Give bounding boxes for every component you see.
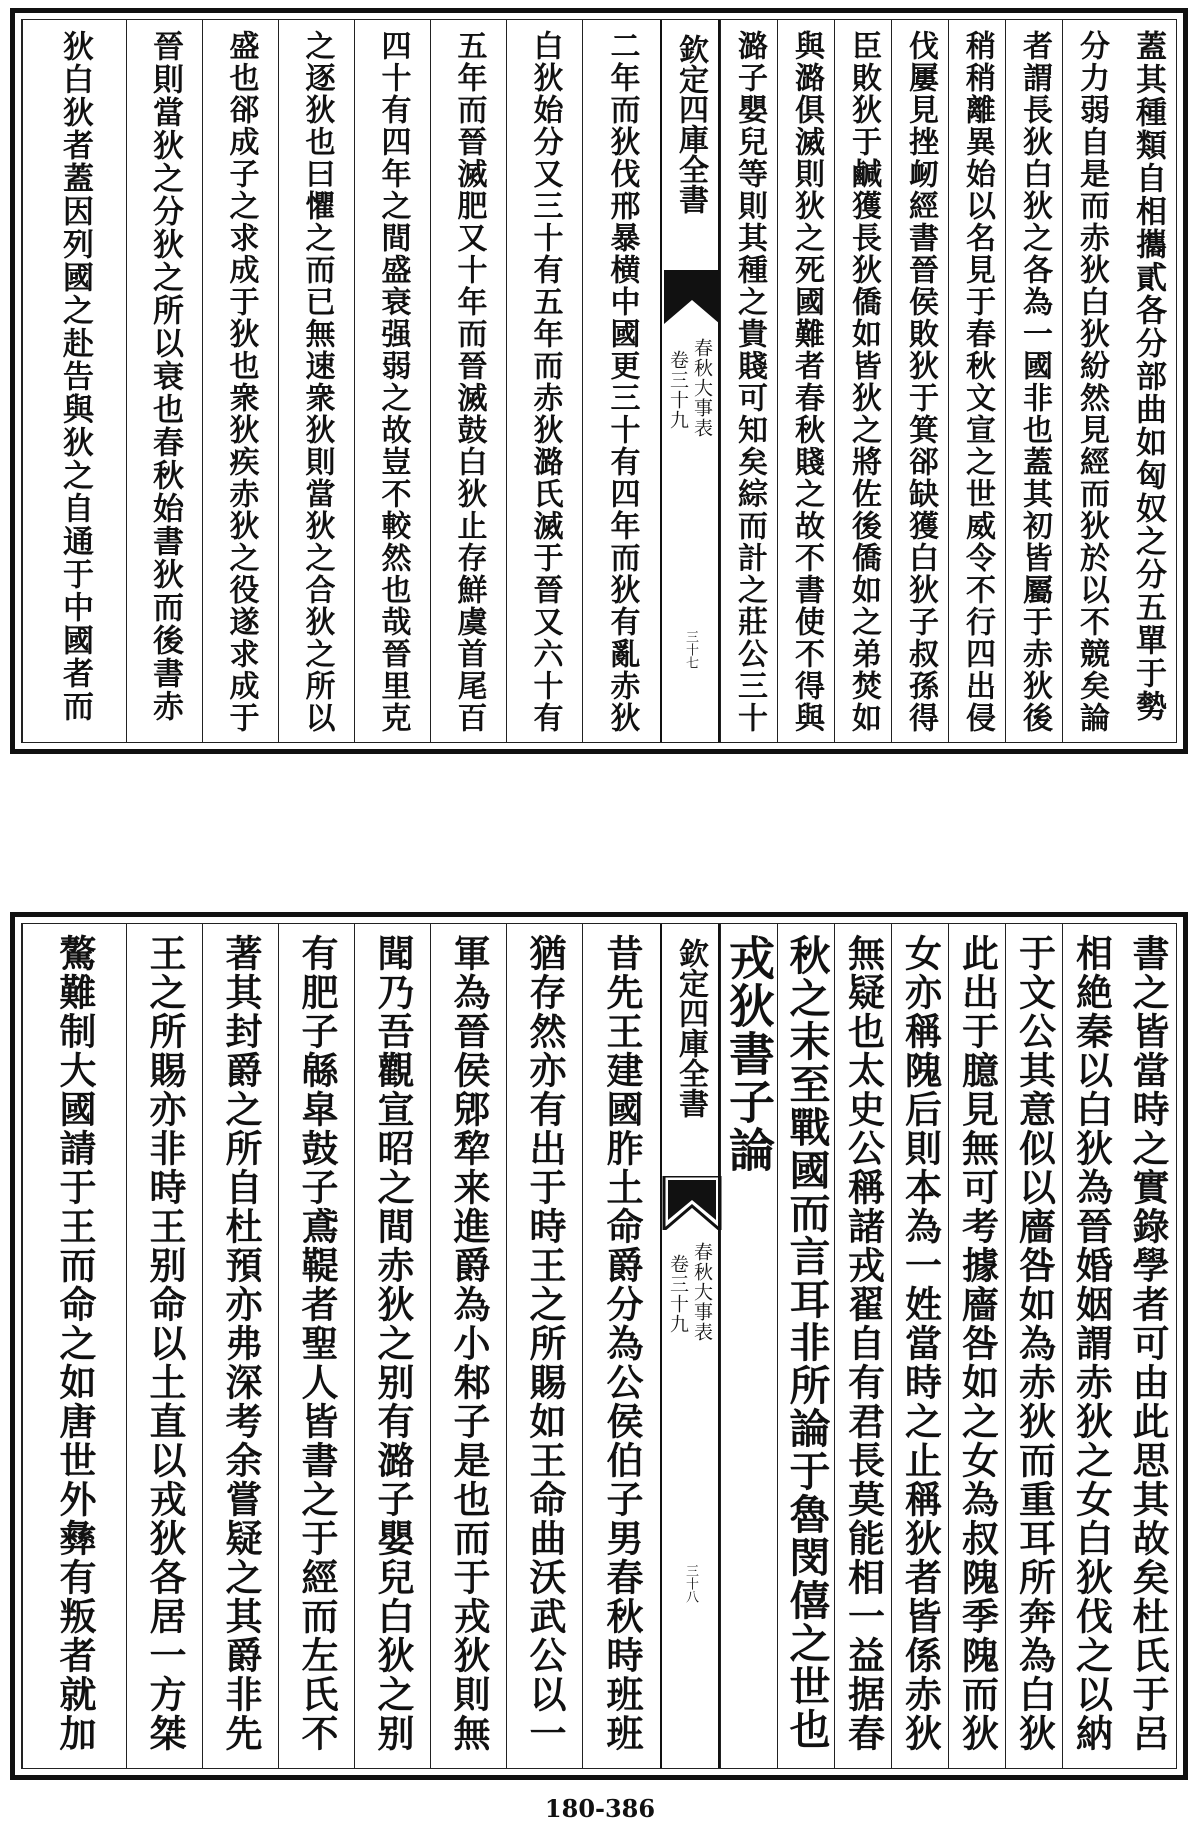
fish-tail-mark	[662, 270, 722, 324]
column-text: 有肥子緜皐鼓子鳶鞮者聖人皆書之于經而左氏不	[295, 934, 339, 1753]
column-text: 王之所賜亦非時王别命以土直以戎狄各居一方桀	[143, 934, 187, 1753]
column-text: 五年而晉滅肥又十年而晉滅鼓白狄止存鮮虞首尾百	[451, 30, 487, 734]
page-number: 180-386	[544, 1794, 656, 1823]
column-text: 軍為晉侯郳犂来進爵為小邾子是也而于戎狄則無	[447, 934, 491, 1753]
column-text: 者謂長狄白狄之各為一國非也蓋其初皆屬于赤狄後	[1017, 30, 1052, 734]
text-column	[1005, 20, 1062, 742]
fish-tail-mark	[662, 1176, 722, 1230]
text-column	[126, 924, 202, 1768]
text-column	[777, 924, 834, 1768]
library-title: 欽定四庫全書	[673, 938, 708, 1118]
text-column	[582, 20, 660, 742]
column-text: 秋之末至戰國而言耳非所論于魯閔僖之世也	[782, 934, 831, 1751]
text-column	[582, 924, 660, 1768]
folio-number: 三十七	[683, 630, 698, 669]
column-text: 臣敗狄于鹹獲長狄僑如皆狄之將佐後僑如之弟焚如	[846, 30, 881, 734]
folio-number: 三十八	[683, 1564, 698, 1603]
volume-label: 卷三十九	[667, 1254, 689, 1334]
text-column	[22, 924, 126, 1768]
book-title: 春秋大事表	[691, 1242, 713, 1342]
column-text: 此出于臆見無可考據廧咎如之女為叔隗季隗而狄	[955, 934, 1000, 1753]
text-column	[354, 20, 430, 742]
block-center-column	[660, 20, 720, 742]
column-text: 四十有四年之間盛衰强弱之故豈不較然也哉晉里克	[375, 30, 411, 734]
text-column	[354, 924, 430, 1768]
text-column	[278, 924, 354, 1768]
column-text: 之逐狄也曰懼之而已無速衆狄則當狄之合狄之所以	[299, 30, 335, 734]
text-column	[278, 20, 354, 742]
library-title: 欽定四庫全書	[673, 34, 708, 214]
column-text: 二年而狄伐邢暴横中國更三十有四年而狄有亂赤狄	[604, 30, 640, 734]
text-column	[22, 20, 126, 742]
column-text: 無疑也太史公稱諸戎翟自有君長莫能相一益据春	[841, 934, 886, 1753]
text-column	[891, 20, 948, 742]
text-column	[1005, 924, 1062, 1768]
column-text: 書之皆當時之實錄學者可由此思其故矣杜氏于呂	[1126, 934, 1170, 1753]
column-text: 分力弱自是而赤狄白狄紛然見經而狄於以不競矣論	[1074, 30, 1109, 734]
text-column	[202, 924, 278, 1768]
column-text: 晉則當狄之分狄之所以衰也春秋始書狄而後書赤	[147, 30, 183, 723]
text-column	[834, 20, 891, 742]
text-column	[891, 924, 948, 1768]
column-text: 蓋其種類自相攜貳各分部曲如匈奴之分五單于勢	[1130, 30, 1166, 723]
column-text: 與潞俱滅則狄之死國難者春秋賤之故不書使不得與	[789, 30, 824, 734]
column-text: 女亦稱隗后則本為一姓當時之止稱狄者皆係赤狄	[898, 934, 943, 1753]
column-text: 相絶秦以白狄為晉婚姻謂赤狄之女白狄伐之以納	[1069, 934, 1114, 1753]
text-column	[430, 924, 506, 1768]
text-column	[948, 924, 1005, 1768]
text-column	[1119, 924, 1176, 1768]
bottom-page-frame	[21, 923, 1177, 1769]
column-text: 狄白狄者蓋因列國之赴告與狄之自通于中國者而	[57, 30, 93, 723]
column-text: 著其封爵之所自杜預亦弗深考余嘗疑之其爵非先	[219, 934, 263, 1753]
column-text: 于文公其意似以廧咎如為赤狄而重耳所奔為白狄	[1012, 934, 1057, 1753]
column-text: 白狄始分又三十有五年而赤狄潞氏滅于晉又六十有	[527, 30, 563, 734]
column-text: 驁難制大國請于王而命之如唐世外彝有叛者就加	[53, 934, 97, 1753]
column-text: 昔先王建國胙土命爵分為公侯伯子男春秋時班班	[600, 934, 644, 1753]
text-column	[1062, 20, 1119, 742]
text-column	[506, 924, 582, 1768]
text-column	[202, 20, 278, 742]
text-column	[1119, 20, 1176, 742]
volume-label: 卷三十九	[667, 350, 689, 430]
text-column	[430, 20, 506, 742]
section-title-column	[720, 924, 777, 1768]
top-page-frame	[21, 19, 1177, 743]
column-text: 猶存然亦有出于時王之所賜如王命曲沃武公以一	[523, 934, 567, 1753]
column-text: 潞子嬰兒等則其種之貴賤可知矣綜而計之莊公三十	[732, 30, 767, 734]
top-page	[10, 8, 1188, 754]
text-column	[1062, 924, 1119, 1768]
column-text: 伐屢見挫衂經書晉侯敗狄于箕郤缺獲白狄子叔孫得	[903, 30, 938, 734]
text-column	[777, 20, 834, 742]
block-center-column	[660, 924, 720, 1768]
book-title: 春秋大事表	[691, 338, 713, 438]
text-column	[834, 924, 891, 1768]
column-text: 聞乃吾觀宣昭之間赤狄之别有潞子嬰兒白狄之别	[371, 934, 415, 1753]
column-text: 稍稍離異始以名見于春秋文宣之世威令不行四出侵	[960, 30, 995, 734]
bottom-page	[10, 912, 1188, 1780]
text-column	[720, 20, 777, 742]
text-column	[948, 20, 1005, 742]
column-text: 盛也郤成子之求成于狄也衆狄疾赤狄之役遂求成于	[223, 30, 259, 734]
text-column	[506, 20, 582, 742]
text-column	[126, 20, 202, 742]
section-title: 戎狄書子論	[722, 934, 776, 1174]
